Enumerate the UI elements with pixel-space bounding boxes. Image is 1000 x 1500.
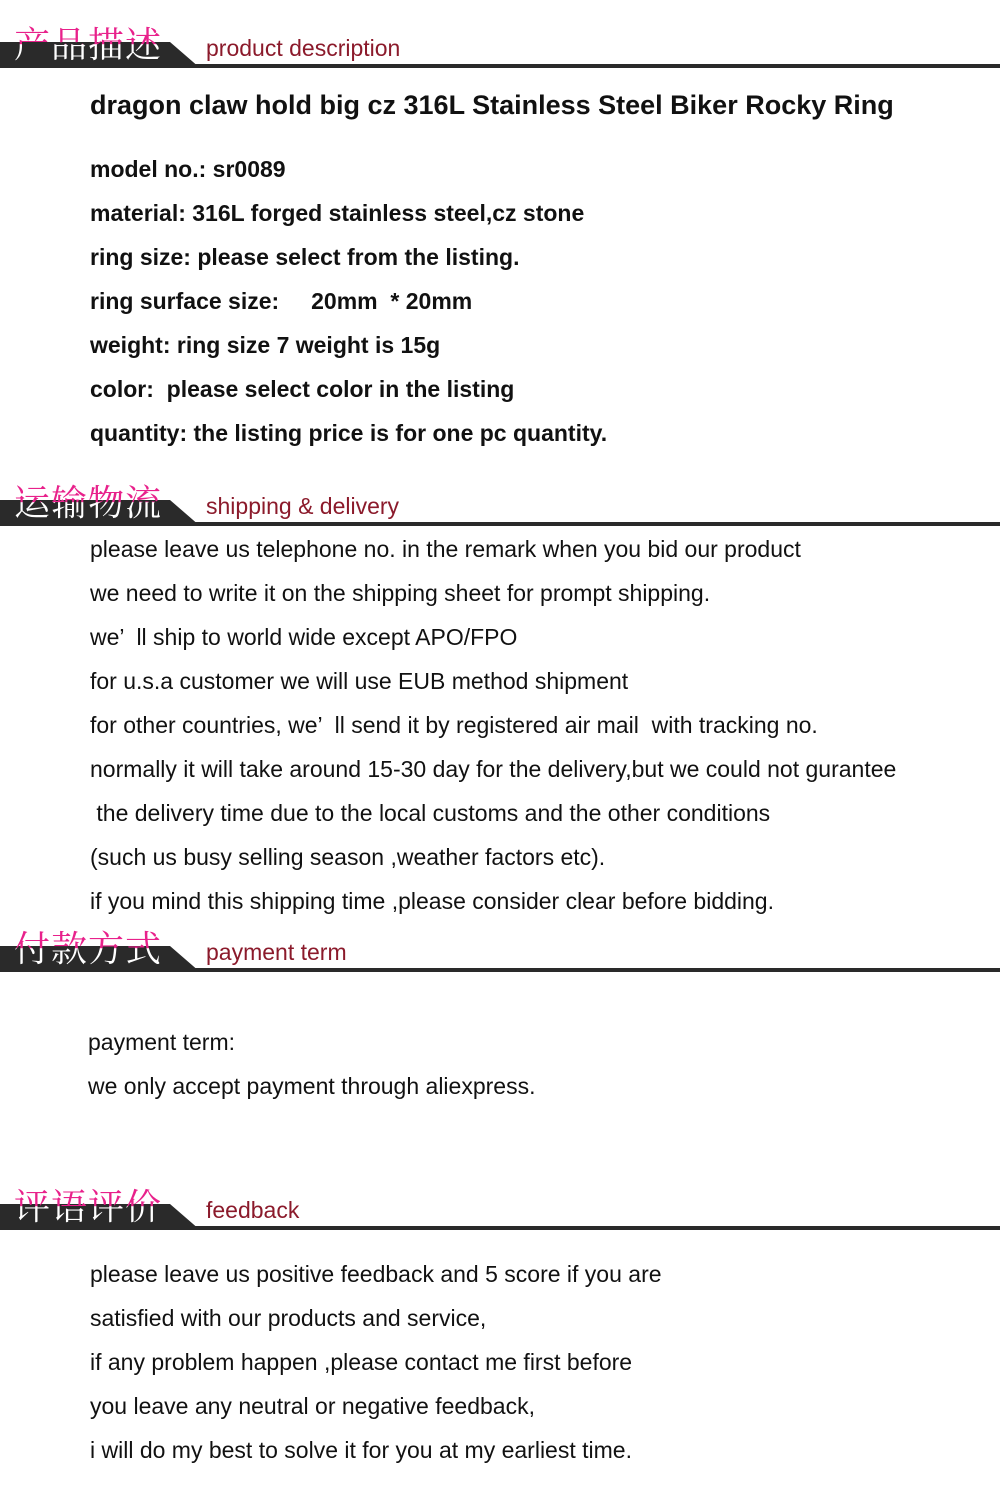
shipping-line: for other countries, we’ ll send it by registered air mail with tracking no. — [90, 712, 818, 738]
shipping-line: we’ ll ship to world wide except APO/FPO — [90, 624, 518, 650]
shipping-line: we need to write it on the shipping sheet for prompt shipping. — [90, 580, 711, 606]
section-title-cn: 付款方式 — [14, 929, 163, 970]
payment-line: we only accept payment through aliexpress. — [88, 1073, 536, 1099]
feedback-line: please leave us positive feedback and 5 score if you are — [90, 1261, 662, 1287]
detail-ring-size: ring size: please select from the listing. — [90, 244, 520, 270]
detail-quantity: quantity: the listing price is for one pc quantity. — [90, 420, 608, 446]
section-title-cn: 评语评价 — [14, 1187, 163, 1228]
section-header-payment — [0, 928, 1000, 972]
detail-material: material: 316L forged stainless steel,cz stone — [90, 200, 585, 226]
shipping-line: for u.s.a customer we will use EUB method shipment — [90, 668, 629, 694]
feedback-text — [90, 1252, 980, 1472]
section-title-en: payment term — [206, 939, 347, 965]
detail-model: model no.: sr0089 — [90, 156, 286, 182]
shipping-line: the delivery time due to the local customs and the other conditions — [90, 800, 771, 826]
section-title-en: product description — [206, 35, 401, 61]
section-header-shipping — [0, 482, 1000, 526]
detail-color: color: please select color in the listing — [90, 376, 515, 402]
section-header-product — [0, 24, 1000, 68]
section-title-en: shipping & delivery — [206, 493, 400, 519]
payment-text — [88, 1020, 980, 1108]
detail-weight: weight: ring size 7 weight is 15g — [90, 332, 441, 358]
shipping-line: normally it will take around 15-30 day for the delivery,but we could not gurantee — [90, 756, 897, 782]
shipping-line: (such us busy selling season ,weather factors etc). — [90, 844, 606, 870]
section-header-feedback — [0, 1186, 1000, 1230]
feedback-line: if any problem happen ,please contact me first before — [90, 1349, 633, 1375]
feedback-line: satisfied with our products and service, — [90, 1305, 487, 1331]
section-title-en: feedback — [206, 1197, 300, 1223]
product-title: dragon claw hold big cz 316L Stainless Steel Biker Rocky Ring — [90, 90, 894, 120]
shipping-line: if you mind this shipping time ,please consider clear before bidding. — [90, 888, 774, 914]
feedback-line: you leave any neutral or negative feedback, — [90, 1393, 535, 1419]
section-title-cn: 运输物流 — [14, 483, 163, 524]
shipping-text — [90, 527, 980, 923]
section-title-cn: 产品描述 — [14, 25, 163, 66]
product-details — [90, 147, 980, 455]
shipping-line: please leave us telephone no. in the remark when you bid our product — [90, 536, 801, 562]
feedback-line: i will do my best to solve it for you at my earliest time. — [90, 1437, 632, 1463]
payment-line: payment term: — [88, 1029, 235, 1055]
detail-surface-size: ring surface size: 20mm * 20mm — [90, 288, 473, 314]
